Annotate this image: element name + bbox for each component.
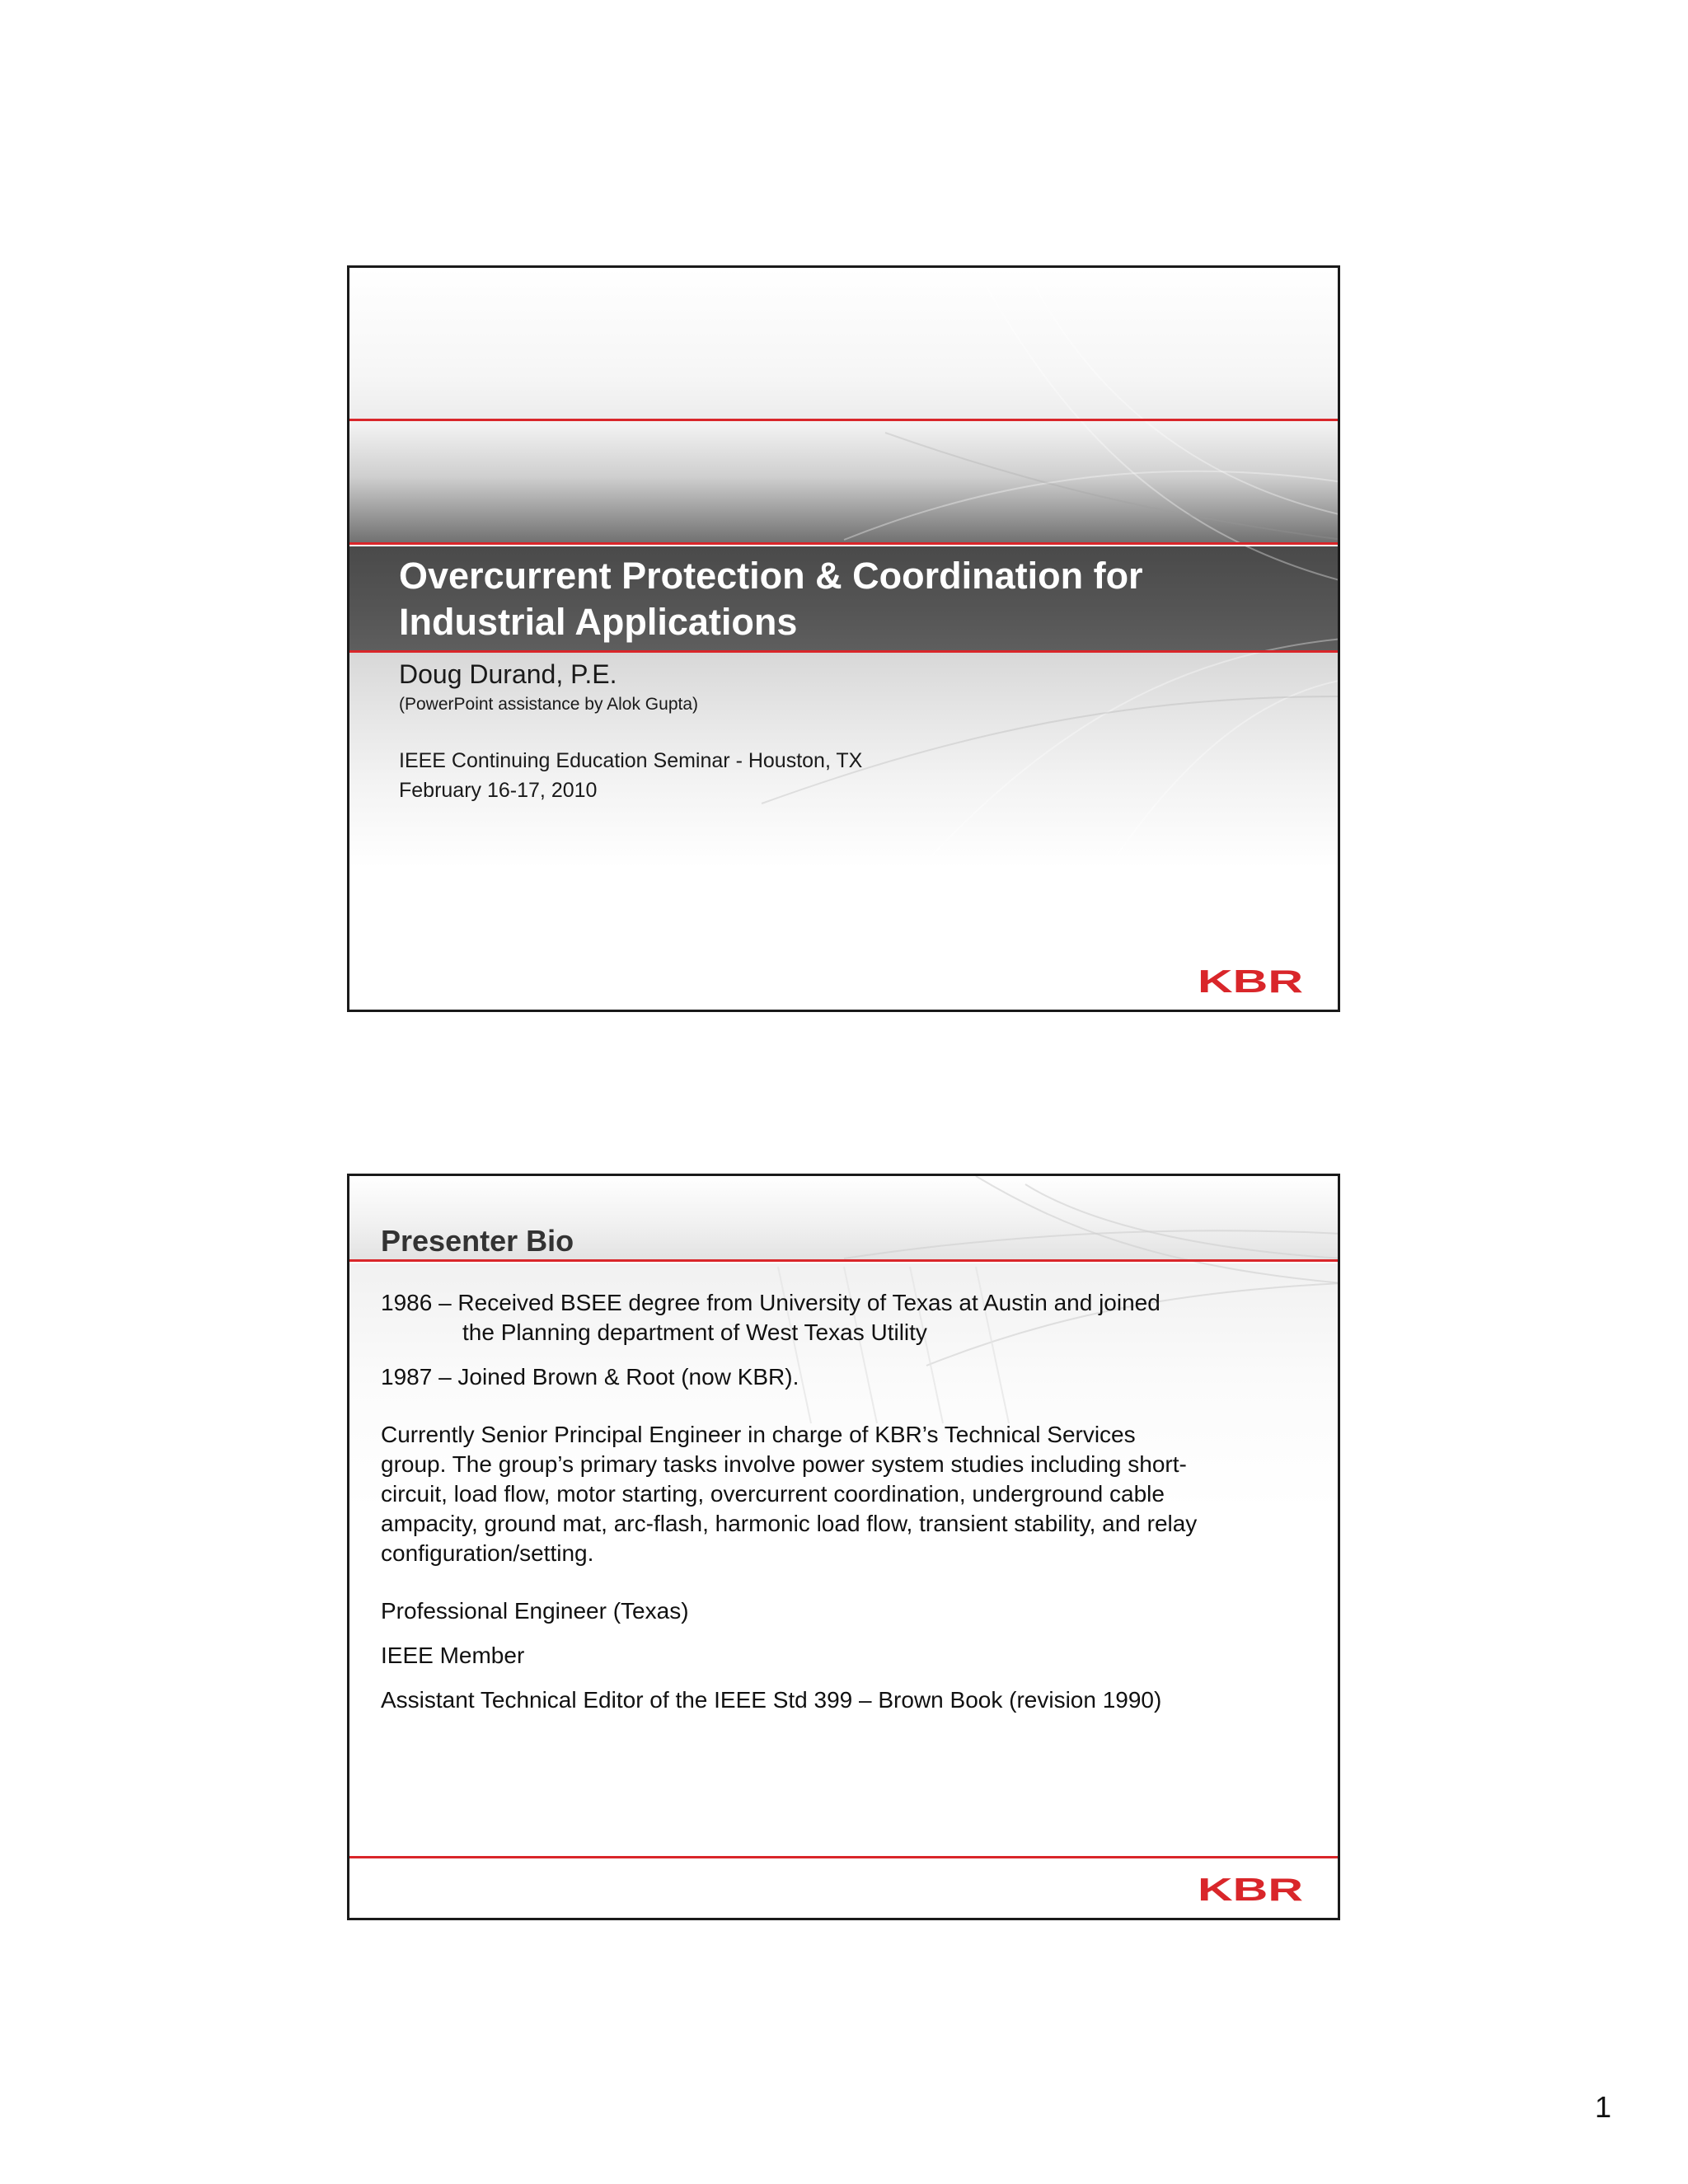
- kbr-logo-text: KBR: [1198, 1875, 1303, 1903]
- slide-heading: Presenter Bio: [381, 1224, 574, 1258]
- title-slide: [347, 265, 1340, 1012]
- event-date: February 16-17, 2010: [399, 779, 598, 802]
- header-red-rule: [349, 1259, 1338, 1262]
- bio-current-role-paragraph: [381, 1420, 1304, 1568]
- slide-title-line-2: Industrial Applications: [399, 601, 798, 643]
- bio-item-membership: IEEE Member: [381, 1643, 525, 1668]
- bio-paragraph-line: circuit, load flow, motor starting, overcurrent coordination, underground cable: [381, 1481, 1165, 1507]
- bio-item-license: Professional Engineer (Texas): [381, 1598, 689, 1624]
- bio-paragraph-line: configuration/setting.: [381, 1540, 594, 1566]
- presenter-name: Doug Durand, P.E.: [399, 659, 617, 689]
- slide-title: [399, 553, 1289, 645]
- event-info: [399, 746, 862, 805]
- kbr-logo-text: KBR: [1198, 967, 1303, 995]
- bio-item-1986-continued: the Planning department of West Texas Utility: [462, 1319, 927, 1345]
- bio-paragraph-line: ampacity, ground mat, arc-flash, harmonic load flow, transient stability, and relay: [381, 1511, 1198, 1536]
- title-bottom-red-rule: [349, 650, 1338, 653]
- bio-content: [381, 1288, 1304, 1715]
- bio-item-editor: Assistant Technical Editor of the IEEE Std 399 – Brown Book (revision 1990): [381, 1687, 1162, 1713]
- event-name: IEEE Continuing Education Seminar - Houston, TX: [399, 749, 863, 772]
- footer-red-rule: [349, 1856, 1338, 1858]
- bio-paragraph-line: Currently Senior Principal Engineer in charge of KBR’s Technical Services: [381, 1422, 1136, 1447]
- kbr-logo: [1198, 967, 1305, 995]
- bio-item-1987: 1987 – Joined Brown & Root (now KBR).: [381, 1364, 799, 1390]
- top-red-rule: [349, 419, 1338, 421]
- bio-item-1986: 1986 – Received BSEE degree from University of Texas at Austin and joined: [381, 1290, 1160, 1315]
- kbr-logo: [1198, 1875, 1305, 1903]
- title-top-red-rule: [349, 542, 1338, 545]
- presenter-bio-slide: [347, 1174, 1340, 1920]
- bio-paragraph-line: group. The group’s primary tasks involve power system studies including short-: [381, 1451, 1187, 1477]
- slide-title-line-1: Overcurrent Protection & Coordination for: [399, 555, 1143, 597]
- page-number: 1: [1595, 2090, 1612, 2124]
- assistance-credit: (PowerPoint assistance by Alok Gupta): [399, 695, 699, 714]
